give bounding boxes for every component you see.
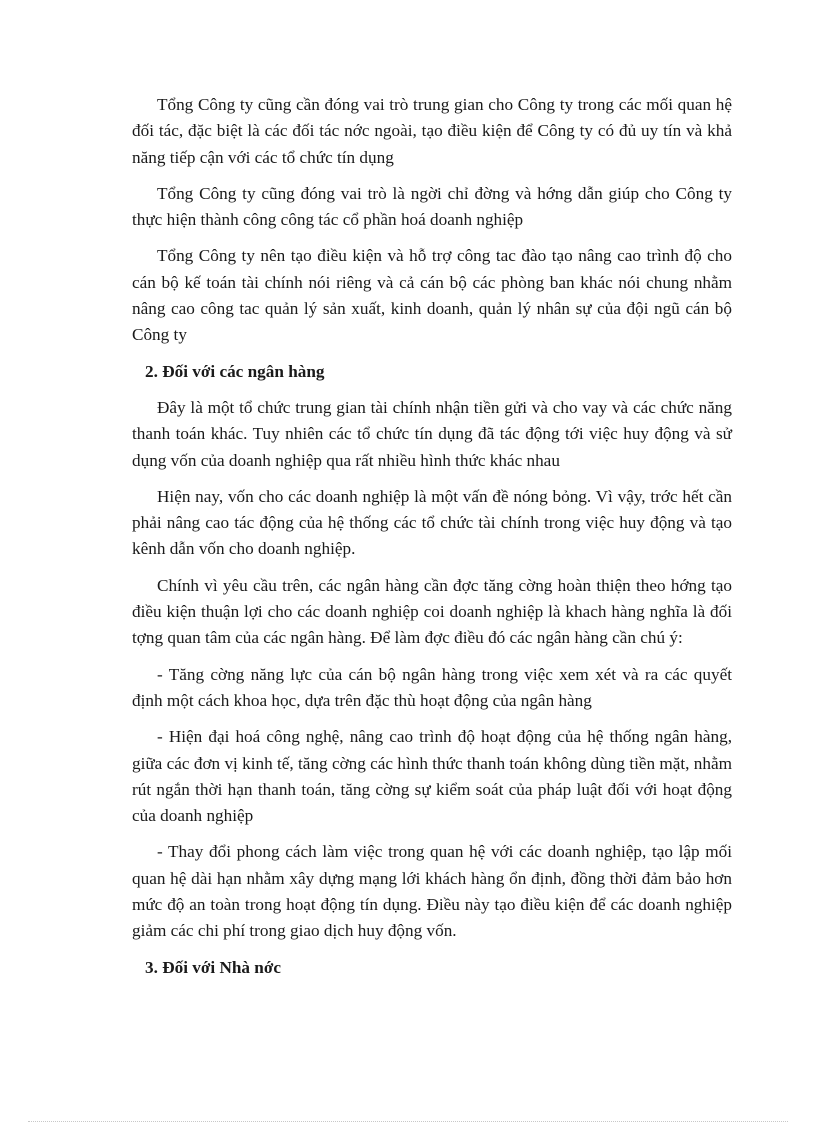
list-item-working-style: - Thay đổi phong cách làm việc trong quan hệ với các doanh nghiệp, tạo lập mối quan hệ dài hạn nhằm xây dựng mạng lới khách hàng ổn định, đồng thời đảm bảo hơn mức độ an toàn trong hoạt động tín dụng. Điều này tạo điều kiện để các doanh nghiệp giảm các chi phí trong giao dịch huy động vốn. [132,842,732,941]
paragraph-capital-issue: Hiện nay, vốn cho các doanh nghiệp là một vấn đề nóng bỏng. Vì vậy, trớc hết cần phải nâng cao tác động của hệ thống các tổ chức tài chính trong việc huy động và tạo kênh dẫn vốn cho doanh nghiệp. [132,486,732,559]
page-bottom-divider [28,1121,788,1122]
list-item-staff-capacity: - Tăng cờng năng lực của cán bộ ngân hàng trong việc xem xét và ra các quyết định một cách khoa học, dựa trên đặc thù hoạt động của ngân hàng [132,664,732,710]
list-item-technology-modernization: - Hiện đại hoá công nghệ, nâng cao trình độ hoạt động của hệ thống ngân hàng, giữa các đơn vị kinh tế, tăng cờng các hình thức thanh toán không dùng tiền mặt, nhằm rút ngắn thời hạn thanh toán, tăng cờng sự kiểm soát của pháp luật đối với hoạt động của doanh nghiệp [132,727,732,826]
section-heading-banks: 2. Đối với các ngân hàng [145,361,325,381]
paragraph-equitization-guidance: Tổng Công ty cũng đóng vai trò là ngời chỉ đờng và hớng dẫn giúp cho Công ty thực hiện thành công công tác cổ phần hoá doanh nghiệp [132,183,732,230]
section-heading-state: 3. Đối với Nhà nớc [145,957,282,977]
paragraph-bank-requirements: Chính vì yêu cầu trên, các ngân hàng cần đợc tăng cờng hoàn thiện theo hớng tạo điều kiện thuận lợi cho các doanh nghiệp coi doanh nghiệp là khach hàng nghĩa là đối tợng quan tâm của các ngân hàng. Để làm đợc điều đó các ngân hàng cần chú ý: [132,575,732,648]
paragraph-staff-training: Tổng Công ty nên tạo điều kiện và hỗ trợ công tac đào tạo nâng cao trình độ cho cán bộ kế toán tài chính nói riêng và cả cán bộ các phòng ban khác nói chung nhằm nâng cao công tac quản lý sản xuất, kinh doanh, quản lý nhân sự của đội ngũ cán bộ Công ty [132,246,732,345]
document-page [132,92,732,991]
paragraph-intermediary-role: Tổng Công ty cũng cần đóng vai trò trung gian cho Công ty trong các mối quan hệ đối tác, đặc biệt là các đối tác nớc ngoài, tạo điều kiện để Công ty có đủ uy tín và khả năng tiếp cận với các tổ chức tín dụng [132,95,732,167]
paragraph-bank-definition: Đây là một tổ chức trung gian tài chính nhận tiền gửi và cho vay và các chức năng thanh toán khác. Tuy nhiên các tổ chức tín dụng đã tác động tới việc huy động và sử dụng vốn của doanh nghiệp qua rất nhiều hình thức khác nhau [132,397,732,470]
